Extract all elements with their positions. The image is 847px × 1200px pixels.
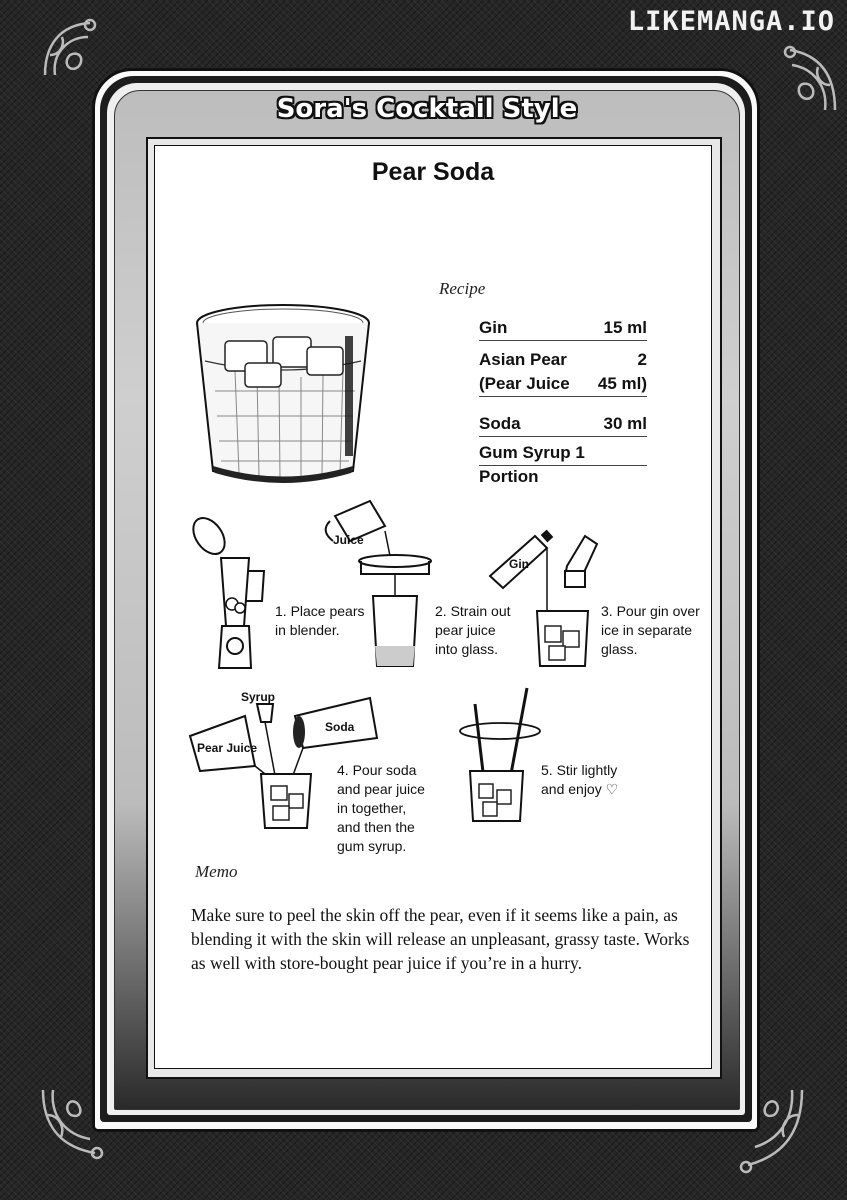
floral-ornament-top-left-icon: [40, 15, 110, 85]
juice-label: Juice: [333, 533, 364, 547]
recipe-card: [154, 145, 712, 1069]
ingredient-row: [479, 441, 647, 486]
memo-text: Make sure to peel the skin off the pear, even if it seems like a pain, as blending it with the skin will release an unpleasant, grassy taste. Works as well with store-bought pear juice if you’re in a hurry.: [191, 905, 690, 973]
ingredient-row: [479, 412, 647, 437]
ingredient-amount: 2: [637, 350, 647, 369]
juice-strain-illustration: [315, 496, 455, 676]
ingredient-name: Asian Pear: [479, 350, 567, 369]
page-title: Sora's Cocktail Style: [276, 94, 578, 124]
cocktail-glass-illustration: [195, 301, 375, 491]
cocktail-title: Pear Soda: [371, 158, 495, 186]
ingredient-name: Gin: [479, 318, 508, 337]
ingredient-amount: 30 ml: [603, 414, 647, 433]
step-4: 4. Pour soda and pear juice in together, and then the gum syrup.: [337, 762, 425, 854]
step-3: 3. Pour gin over ice in separate glass.: [601, 603, 700, 657]
blender-illustration: [189, 516, 279, 676]
recipe-heading: Recipe: [439, 279, 486, 298]
step-1: 1. Place pears in blender.: [275, 603, 365, 638]
ingredient-name: Soda: [479, 414, 521, 433]
gin-label: Gin: [509, 557, 529, 571]
site-watermark: LIKEMANGA.IO: [627, 6, 835, 37]
ingredient-amount: 45 ml): [597, 374, 647, 393]
soda-label: Soda: [325, 720, 355, 734]
memo-heading: Memo: [195, 862, 238, 881]
ingredient-row: [479, 316, 647, 341]
ingredient-amount: 15 ml: [603, 318, 647, 337]
ingredient-row: [479, 348, 647, 397]
floral-ornament-top-right-icon: [770, 40, 840, 115]
step-2: 2. Strain out pear juice into glass.: [435, 603, 511, 657]
stir-illustration: [455, 686, 545, 831]
ingredient-name: Gum Syrup 1 Portion: [479, 443, 585, 486]
pear-juice-label: Pear Juice: [197, 741, 258, 755]
syrup-label: Syrup: [241, 690, 276, 704]
step-5: 5. Stir lightly and enjoy ♡: [541, 762, 619, 797]
header-banner: [114, 90, 740, 130]
ingredient-name: (Pear Juice: [479, 374, 570, 393]
